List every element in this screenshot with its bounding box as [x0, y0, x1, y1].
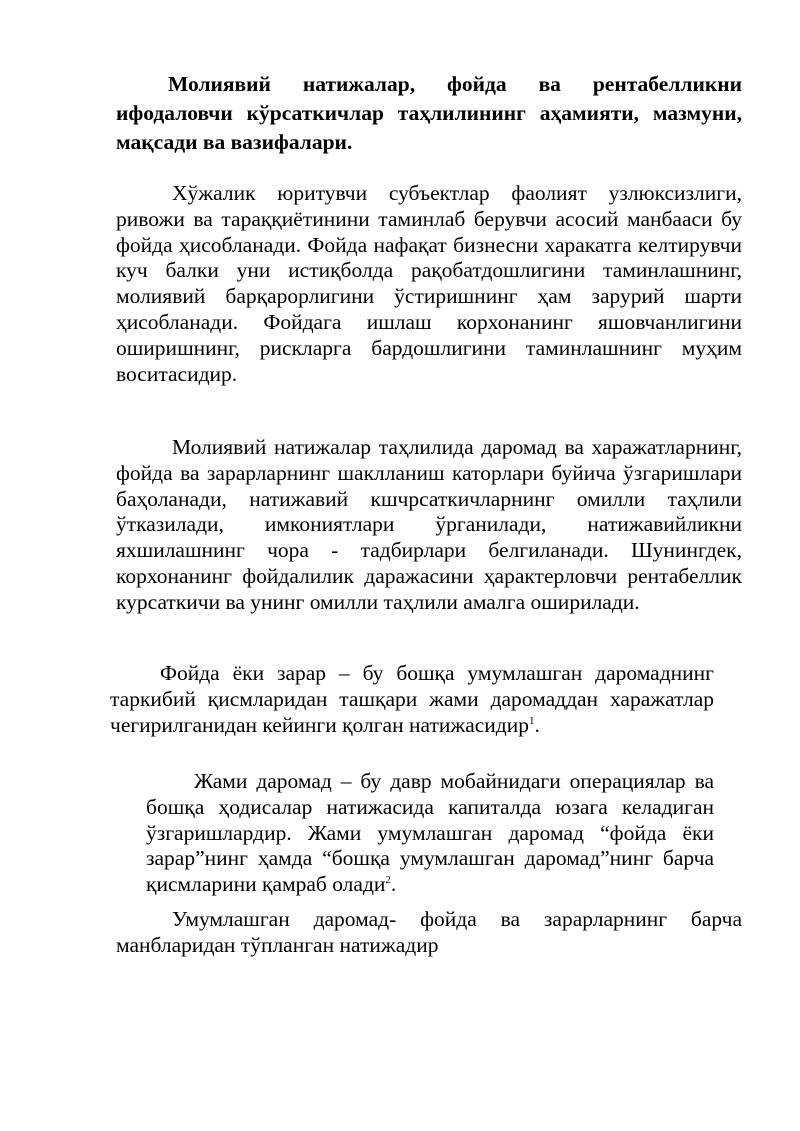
paragraph-profit-or-loss-definition — [110, 661, 714, 738]
paragraph-financial-results-analysis: Молиявий натижалар таҳлилида даромад ва харажатларнинг, фойда ва зарарларнинг шаклланиш каторлари буйича ўзгаришлари баҳоланади, натижавий кшчрсаткичларнинг омилли таҳлили ўтказилади, имкониятлари ўрганилади, натижавийликни яхшилашнинг чора - тадбирлари белгиланади. Шунингдек, корхонанинг фойдалилик даражасини ҳарактерловчи рентабеллик курсаткичи ва унинг омилли таҳлили амалга оширилади. — [116, 435, 742, 614]
paragraph-total-income-definition — [146, 769, 714, 898]
paragraph-text: Жами даромад – бу давр мобайнидаги операциялар ва бошқа ҳодисалар натижасида капиталда юзага келадиган ўзгаришлардир. Жами умумлашган даромад “фойда ёки зарар”нинг ҳамда “бошқа умумлашган даромад”нинг барча қисмларини қамраб олади — [146, 769, 714, 897]
paragraph-end: . — [534, 712, 540, 737]
footnote-ref-2[interactable]: 2 — [385, 874, 391, 887]
paragraph-end: . — [390, 872, 397, 897]
paragraph-text: Фойда ёки зарар – бу бошқа умумлашган даромаднинг таркибий қисмларидан ташқари жами даромаддан харажатлар чегирилганидан кейинги қолган натижасидир — [110, 661, 714, 737]
document-heading: Молиявий натижалар, фойда ва рентабелликни ифодаловчи кўрсаткичлар таҳлилининг аҳамияти, мазмуни, мақсади ва вазифалари. — [116, 72, 742, 154]
paragraph-comprehensive-income: Умумлашган даромад- фойда ва зарарларнинг барча манбларидан тўпланган натижадир — [116, 907, 742, 957]
footnote-ref-1[interactable]: 1 — [529, 714, 535, 727]
paragraph-profit-importance: Хўжалик юритувчи субъектлар фаолият узлюксизлиги, ривожи ва тараққиётинини таминлаб берувчи асосий манбааси бу фойда ҳисобланади. Фойда нафақат бизнесни харакатга келтирувчи куч балки уни истиқболда рақобатдошлигини таминлашнинг, молиявий барқарорлигини ўстиришнинг ҳам зарурий шарти ҳисобланади. Фойдага ишлаш корхонанинг яшовчанлигини оширишнинг, рискларга бардошлигини таминлашнинг муҳим воситасидир. — [116, 181, 742, 386]
